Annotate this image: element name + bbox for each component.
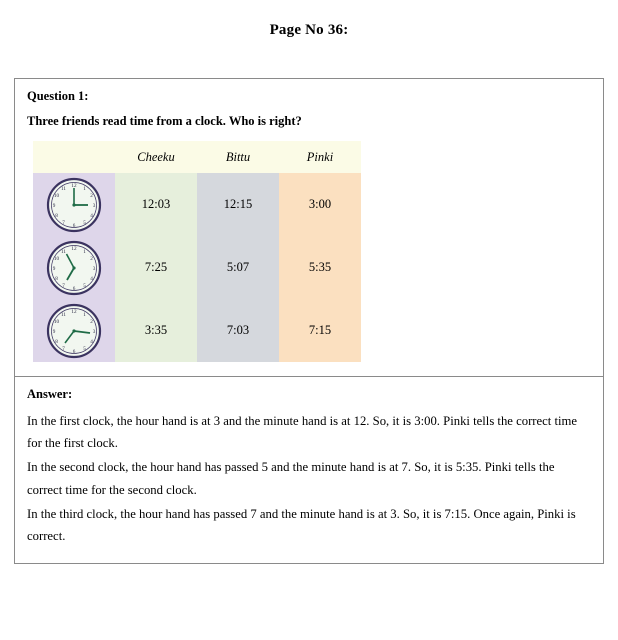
svg-text:12: 12 (71, 245, 77, 252)
cell-pinki-3: 7:15 (279, 299, 361, 362)
cell-pinki-1: 3:00 (279, 173, 361, 236)
answer-paragraph-1: In the first clock, the hour hand is at 3 and the minute hand is at 12. So, it is 3:00. Pinki tells the correct time for the first clock. (27, 414, 578, 451)
svg-text:9: 9 (52, 202, 56, 209)
svg-text:4: 4 (90, 212, 93, 219)
worksheet-panel (14, 78, 604, 564)
svg-text:6: 6 (72, 348, 76, 355)
question-label: Question 1: (27, 89, 89, 103)
page-title: Page No 36: (269, 22, 349, 38)
svg-text:7: 7 (62, 345, 65, 352)
analog-clock-icon (44, 175, 104, 235)
cell-cheeku-1: 12:03 (115, 173, 197, 236)
table-row (33, 173, 361, 236)
table-row (33, 299, 361, 362)
svg-text:11: 11 (61, 185, 66, 192)
clock-times-table (33, 141, 361, 362)
svg-text:1: 1 (83, 248, 86, 255)
svg-text:5: 5 (83, 282, 86, 289)
svg-text:10: 10 (53, 192, 60, 199)
svg-text:11: 11 (61, 248, 66, 255)
svg-text:9: 9 (52, 265, 56, 272)
svg-text:10: 10 (53, 318, 60, 325)
svg-text:6: 6 (72, 285, 76, 292)
analog-clock-icon (44, 238, 104, 298)
table-header-pinki: Pinki (279, 141, 361, 173)
answer-block (15, 377, 603, 563)
svg-text:3: 3 (92, 328, 96, 335)
answer-label: Answer: (27, 387, 73, 401)
clock-cell-1 (33, 173, 115, 236)
answer-paragraph-2: In the second clock, the hour hand has passed 5 and the minute hand is at 7. So, it is 5:35. Pinki tells the correct time for the second clock. (27, 460, 555, 497)
svg-text:2: 2 (90, 318, 93, 325)
svg-text:8: 8 (55, 338, 58, 345)
svg-text:5: 5 (83, 219, 86, 226)
table-row (33, 236, 361, 299)
cell-cheeku-3: 3:35 (115, 299, 197, 362)
svg-text:4: 4 (90, 275, 93, 282)
table-header-bittu: Bittu (197, 141, 279, 173)
svg-text:12: 12 (71, 308, 77, 315)
svg-text:3: 3 (92, 265, 96, 272)
clock-cell-3 (33, 299, 115, 362)
table-header-cheeku: Cheeku (115, 141, 197, 173)
svg-text:8: 8 (55, 275, 58, 282)
svg-text:7: 7 (62, 219, 65, 226)
svg-text:7: 7 (62, 282, 65, 289)
svg-text:2: 2 (90, 255, 93, 262)
question-text: Three friends read time from a clock. Who is right? (27, 114, 302, 128)
svg-text:9: 9 (52, 328, 56, 335)
svg-text:3: 3 (92, 202, 96, 209)
answer-paragraph-3: In the third clock, the hour hand has passed 7 and the minute hand is at 3. So, it is 7:15. Once again, Pinki is correct. (27, 506, 576, 544)
table-header-row (33, 141, 361, 173)
svg-text:10: 10 (53, 255, 60, 262)
clock-cell-2 (33, 236, 115, 299)
table-header-clock (33, 141, 115, 173)
question-block (15, 79, 603, 377)
cell-bittu-1: 12:15 (197, 173, 279, 236)
svg-text:4: 4 (90, 338, 93, 345)
svg-text:8: 8 (55, 212, 58, 219)
cell-bittu-3: 7:03 (197, 299, 279, 362)
svg-text:1: 1 (83, 185, 86, 192)
svg-text:1: 1 (83, 311, 86, 318)
svg-text:11: 11 (61, 311, 66, 318)
svg-text:5: 5 (83, 345, 86, 352)
svg-text:12: 12 (71, 182, 77, 189)
analog-clock-icon (44, 301, 104, 361)
cell-pinki-2: 5:35 (279, 236, 361, 299)
cell-cheeku-2: 7:25 (115, 236, 197, 299)
svg-text:6: 6 (72, 222, 76, 229)
svg-text:2: 2 (90, 192, 93, 199)
cell-bittu-2: 5:07 (197, 236, 279, 299)
